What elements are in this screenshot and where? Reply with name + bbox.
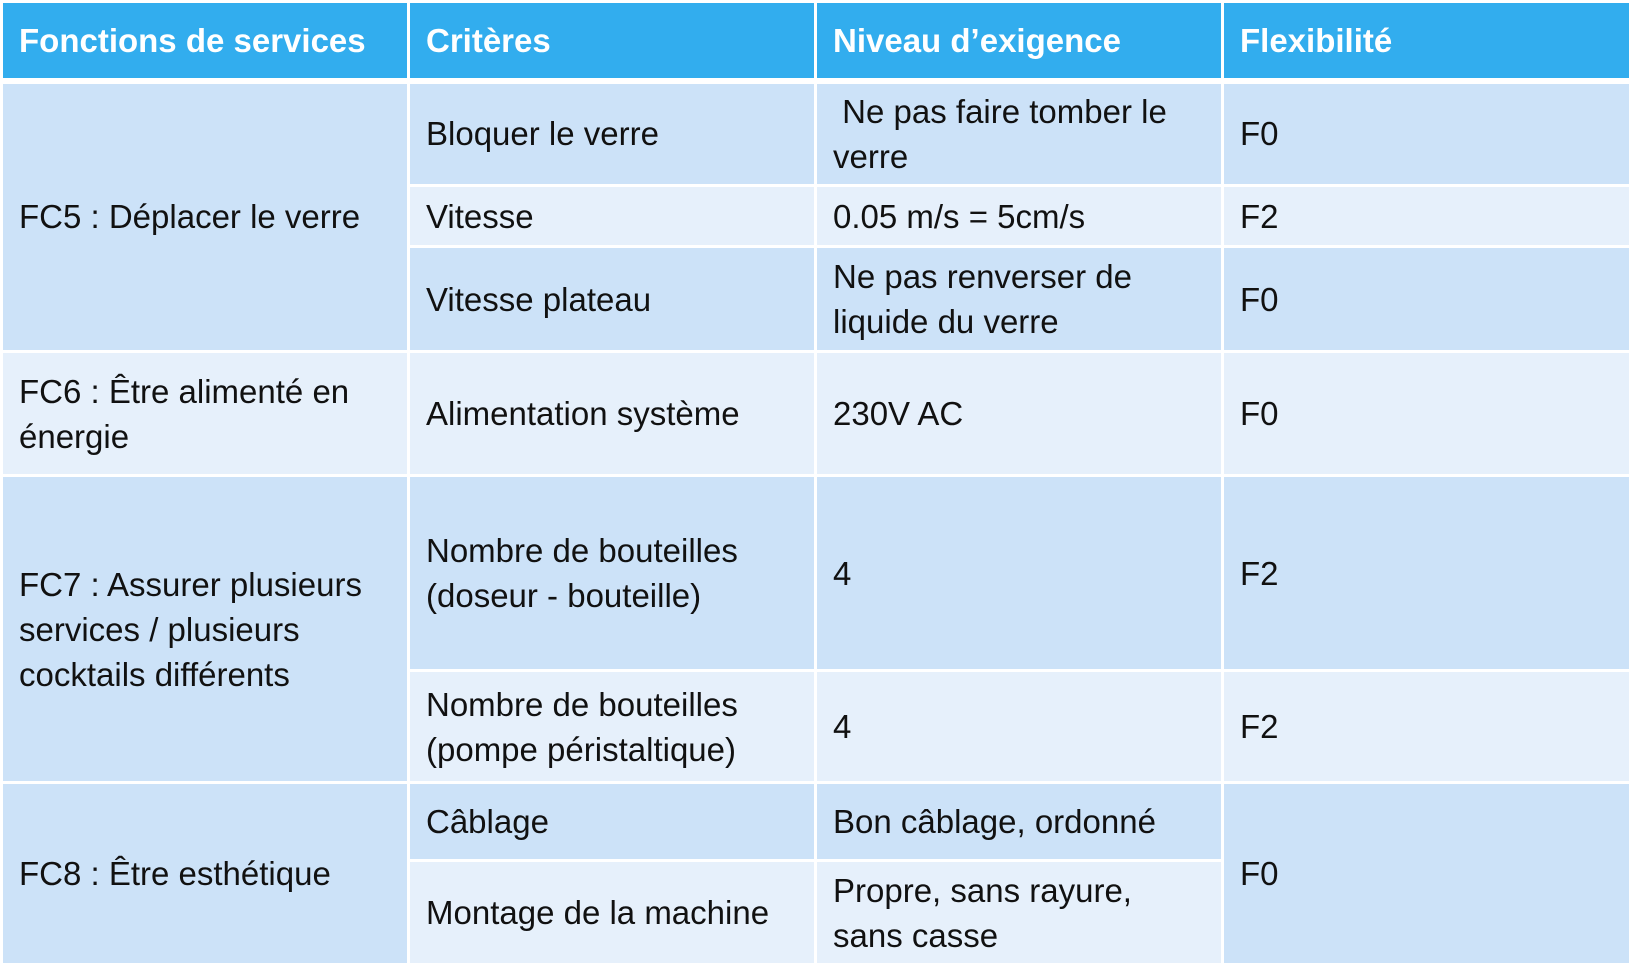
critere-cell: Nombre de bouteilles (doseur - bouteille) [409, 476, 816, 671]
table-row [2, 476, 1629, 671]
header-criteres: Critères [409, 2, 816, 81]
niveau-cell: Ne pas renverser de liquide du verre [816, 247, 1223, 352]
flexibilite-cell: F0 [1223, 783, 1629, 965]
critere-cell: Vitesse [409, 186, 816, 247]
header-flexibilite: Flexibilité [1223, 2, 1629, 81]
critere-cell: Nombre de bouteilles (pompe péristaltique) [409, 671, 816, 783]
flexibilite-cell: F0 [1223, 352, 1629, 476]
critere-cell: Vitesse plateau [409, 247, 816, 352]
flexibilite-cell: F0 [1223, 247, 1629, 352]
table-row [2, 783, 1629, 861]
function-cell-fc5: FC5 : Déplacer le verre [2, 81, 409, 352]
table-row [2, 81, 1629, 186]
critere-cell: Bloquer le verre [409, 81, 816, 186]
niveau-cell: 230V AC [816, 352, 1223, 476]
flexibilite-cell: F2 [1223, 186, 1629, 247]
flexibilite-cell: F2 [1223, 476, 1629, 671]
function-cell-fc8: FC8 : Être esthétique [2, 783, 409, 965]
header-niveau-exigence: Niveau d’exigence [816, 2, 1223, 81]
niveau-cell: Ne pas faire tomber le verre [816, 81, 1223, 186]
table-row [2, 352, 1629, 476]
critere-cell: Câblage [409, 783, 816, 861]
flexibilite-cell: F2 [1223, 671, 1629, 783]
niveau-cell: 0.05 m/s = 5cm/s [816, 186, 1223, 247]
niveau-cell: Bon câblage, ordonné [816, 783, 1223, 861]
critere-cell: Montage de la machine [409, 861, 816, 965]
flexibilite-cell: F0 [1223, 81, 1629, 186]
table-body [2, 81, 1629, 965]
header-row [2, 2, 1629, 81]
function-cell-fc6: FC6 : Être alimenté en énergie [2, 352, 409, 476]
critere-cell: Alimentation système [409, 352, 816, 476]
niveau-cell: Propre, sans rayure, sans casse [816, 861, 1223, 965]
table-header [2, 2, 1629, 81]
function-cell-fc7: FC7 : Assurer plusieurs services / plusieurs cocktails différents [2, 476, 409, 783]
niveau-cell: 4 [816, 671, 1223, 783]
header-fonctions-de-services: Fonctions de services [2, 2, 409, 81]
niveau-cell: 4 [816, 476, 1223, 671]
